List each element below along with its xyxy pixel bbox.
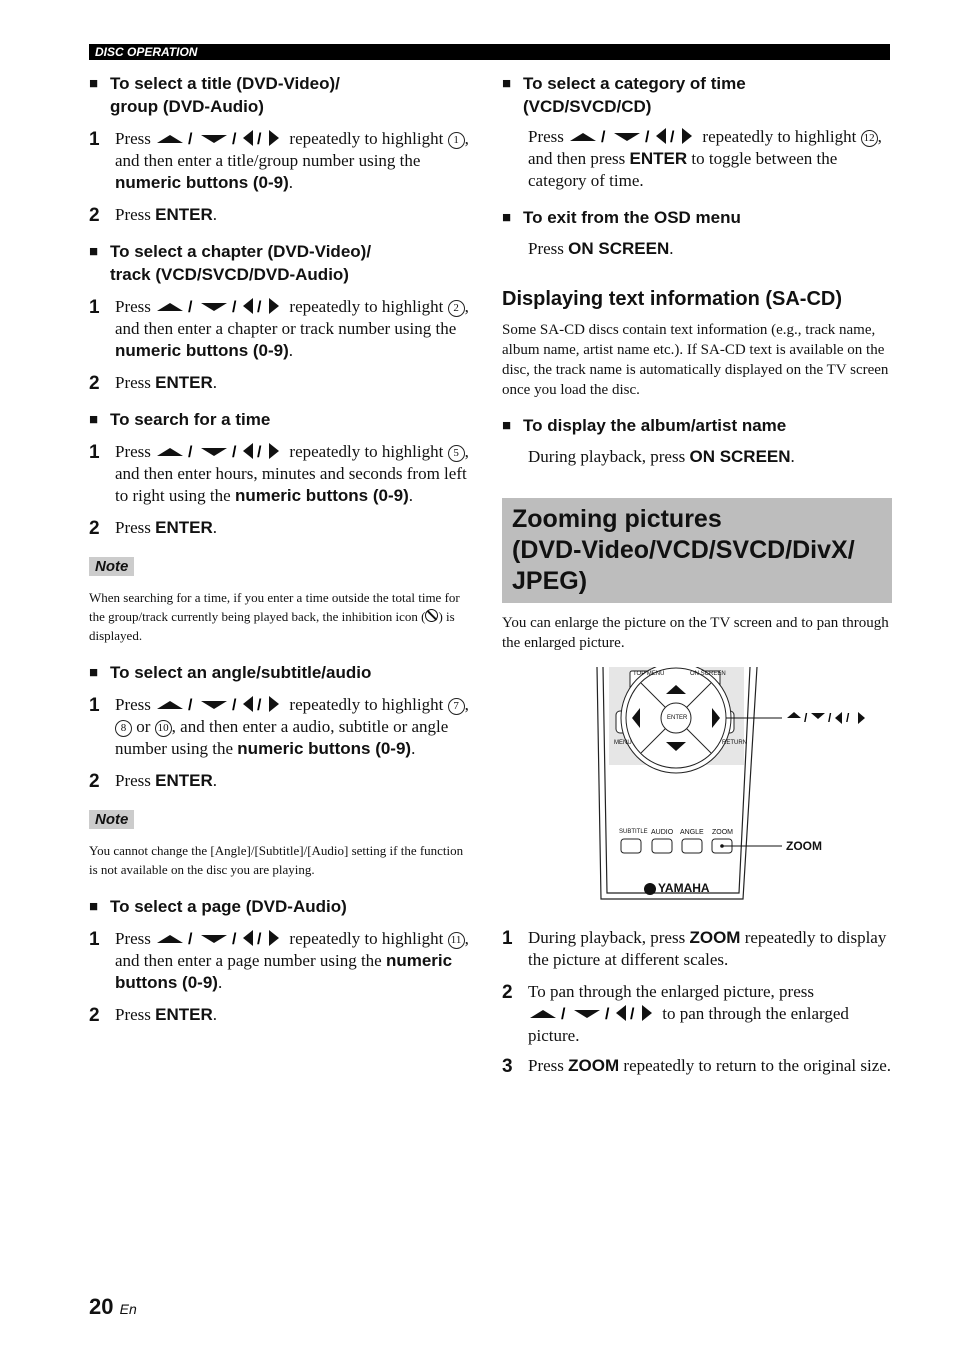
heading-chapter-track: ■ To select a chapter (DVD-Video)/ track (VCD/SVCD/DVD-Audio) — [89, 242, 372, 284]
heading-exit-osd: ■ To exit from the OSD menu — [502, 208, 741, 227]
remote-illustration — [502, 667, 892, 907]
right-column — [502, 72, 892, 1077]
heading-search-time: ■ To search for a time — [89, 410, 271, 429]
nav-arrows-icon — [155, 297, 285, 316]
svg-text:/: / — [188, 299, 193, 315]
inhibition-icon — [425, 609, 438, 622]
step-1: 1 Press / / / repeatedly to highlight 2 , and then enter a chapter or track number using the numeric buttons (0-9). — [89, 297, 469, 360]
nav-arrows-icon — [155, 929, 285, 948]
svg-text:/: / — [257, 931, 262, 947]
label-top-menu: TOP MENU — [633, 671, 665, 677]
zoom-intro: You can enlarge the picture on the TV screen and to pan through the enlarged picture. — [502, 615, 889, 651]
step-1: 1 Press / / / repeatedly to highlight 7 , 8 or 10 , and then enter a audio, subtitle or angle number using the numeric buttons (0-9). — [89, 695, 469, 758]
svg-text:/: / — [828, 711, 832, 725]
svg-text:/: / — [188, 131, 193, 147]
svg-text:/: / — [645, 129, 650, 145]
section-header-bar — [89, 44, 890, 60]
nav-arrows-icon — [568, 127, 698, 146]
svg-text:/: / — [232, 697, 237, 713]
zoom-step-2: 2 To pan through the enlarged picture, press / / / to pan through the enlarged picture. — [502, 982, 849, 1045]
svg-text:/: / — [188, 931, 193, 947]
svg-text:/: / — [670, 129, 675, 145]
circled-number: 7 — [448, 698, 465, 715]
circled-number: 5 — [448, 445, 465, 462]
label-subtitle: SUBTITLE — [619, 829, 648, 835]
svg-text:/: / — [630, 1006, 635, 1022]
label-enter: ENTER — [667, 715, 688, 721]
brand-logo: YAMAHA — [658, 881, 710, 895]
page-number: 20 En — [89, 1294, 137, 1319]
step-1: 1 Press / / / repeatedly to highlight 11 , and then enter a page number using the numeric buttons (0-9). — [89, 929, 469, 992]
svg-text:/: / — [561, 1006, 566, 1022]
label-return: RETURN — [722, 740, 747, 746]
exit-instructions: Press ON SCREEN. — [528, 239, 674, 258]
circled-number: 11 — [448, 932, 465, 949]
note-label: Note — [89, 557, 134, 576]
circled-number: 10 — [155, 720, 172, 737]
label-audio: AUDIO — [651, 829, 674, 836]
svg-text:/: / — [232, 131, 237, 147]
svg-text:/: / — [601, 129, 606, 145]
svg-text:/: / — [257, 697, 262, 713]
nav-arrows-icon — [155, 695, 285, 714]
note-text: When searching for a time, if you enter a time outside the total time for the group/track currently being played back, the inhibition icon ( ) is displayed. — [89, 590, 460, 643]
category-instructions: Press / / / repeatedly to highlight 12 , and then press ENTER to toggle between the category of time. — [528, 127, 882, 190]
heading-category-time: ■ To select a category of time (VCD/SVCD/CD) — [502, 74, 746, 116]
step-2: 2 Press ENTER. — [89, 373, 218, 394]
left-column — [89, 72, 474, 1026]
note-text: You cannot change the [Angle]/[Subtitle]/[Audio] setting if the function is not available on the disc you are playing. — [89, 843, 464, 877]
circled-number: 1 — [448, 132, 465, 149]
sacd-paragraph: Some SA-CD discs contain text information (e.g., track name, album name, artist name etc.). If SA-CD text is available on the disc, the track name is automatically displayed on the TV screen once you load the disc. — [502, 322, 889, 398]
heading-title-group: ■ To select a title (DVD-Video)/ group (DVD-Audio) — [89, 74, 340, 116]
label-zoom-button: ZOOM — [712, 829, 733, 836]
circled-number: 2 — [448, 300, 465, 317]
nav-arrows-icon — [155, 129, 285, 148]
heading-angle-subtitle-audio: ■ To select an angle/subtitle/audio — [89, 663, 372, 682]
album-instructions: During playback, press ON SCREEN. — [528, 447, 795, 466]
note-label: Note — [89, 810, 134, 829]
nav-arrows-icon — [155, 442, 285, 461]
step-1: 1 Press / / / repeatedly to highlight 5 , and then enter hours, minutes and seconds from left to right using the numeric buttons (0-9). — [89, 442, 469, 505]
section-label: DISC OPERATION — [95, 45, 198, 59]
label-on-screen: ON SCREEN — [690, 671, 726, 677]
svg-text:/: / — [232, 299, 237, 315]
label-menu: MENU — [614, 740, 632, 746]
step-2: 2 Press ENTER. — [89, 771, 218, 792]
heading-album-artist: ■ To display the album/artist name — [502, 416, 787, 435]
heading-select-page: ■ To select a page (DVD-Audio) — [89, 897, 347, 916]
circled-number: 8 — [115, 720, 132, 737]
svg-text:/: / — [257, 131, 262, 147]
zoom-step-1: 1 During playback, press ZOOM repeatedly to display the picture at different scales. — [502, 928, 887, 969]
step-2: 2 Press ENTER. — [89, 205, 218, 226]
callout-zoom: ZOOM — [786, 839, 822, 853]
svg-text:/: / — [188, 444, 193, 460]
step-2: 2 Press ENTER. — [89, 1005, 218, 1026]
svg-text:/: / — [257, 299, 262, 315]
zoom-step-3: 3 Press ZOOM repeatedly to return to the original size. — [502, 1056, 892, 1077]
step-1: 1 Press / / / repeatedly to highlight 1 , and then enter a title/group number using the numeric buttons (0-9). — [89, 129, 469, 192]
svg-text:/: / — [846, 711, 850, 725]
circled-number: 12 — [861, 130, 878, 147]
step-2: 2 Press ENTER. — [89, 518, 218, 539]
svg-text:/: / — [257, 444, 262, 460]
svg-text:/: / — [605, 1006, 610, 1022]
zoom-section-banner: Zooming pictures (DVD-Video/VCD/SVCD/DivX/ JPEG) — [502, 498, 892, 603]
svg-text:/: / — [188, 697, 193, 713]
svg-text:/: / — [804, 711, 808, 725]
label-angle: ANGLE — [680, 829, 704, 836]
svg-text:/: / — [232, 444, 237, 460]
svg-text:/: / — [232, 931, 237, 947]
heading-sacd-text: Displaying text information (SA-CD) — [502, 288, 843, 310]
nav-arrows-icon — [528, 1004, 658, 1023]
